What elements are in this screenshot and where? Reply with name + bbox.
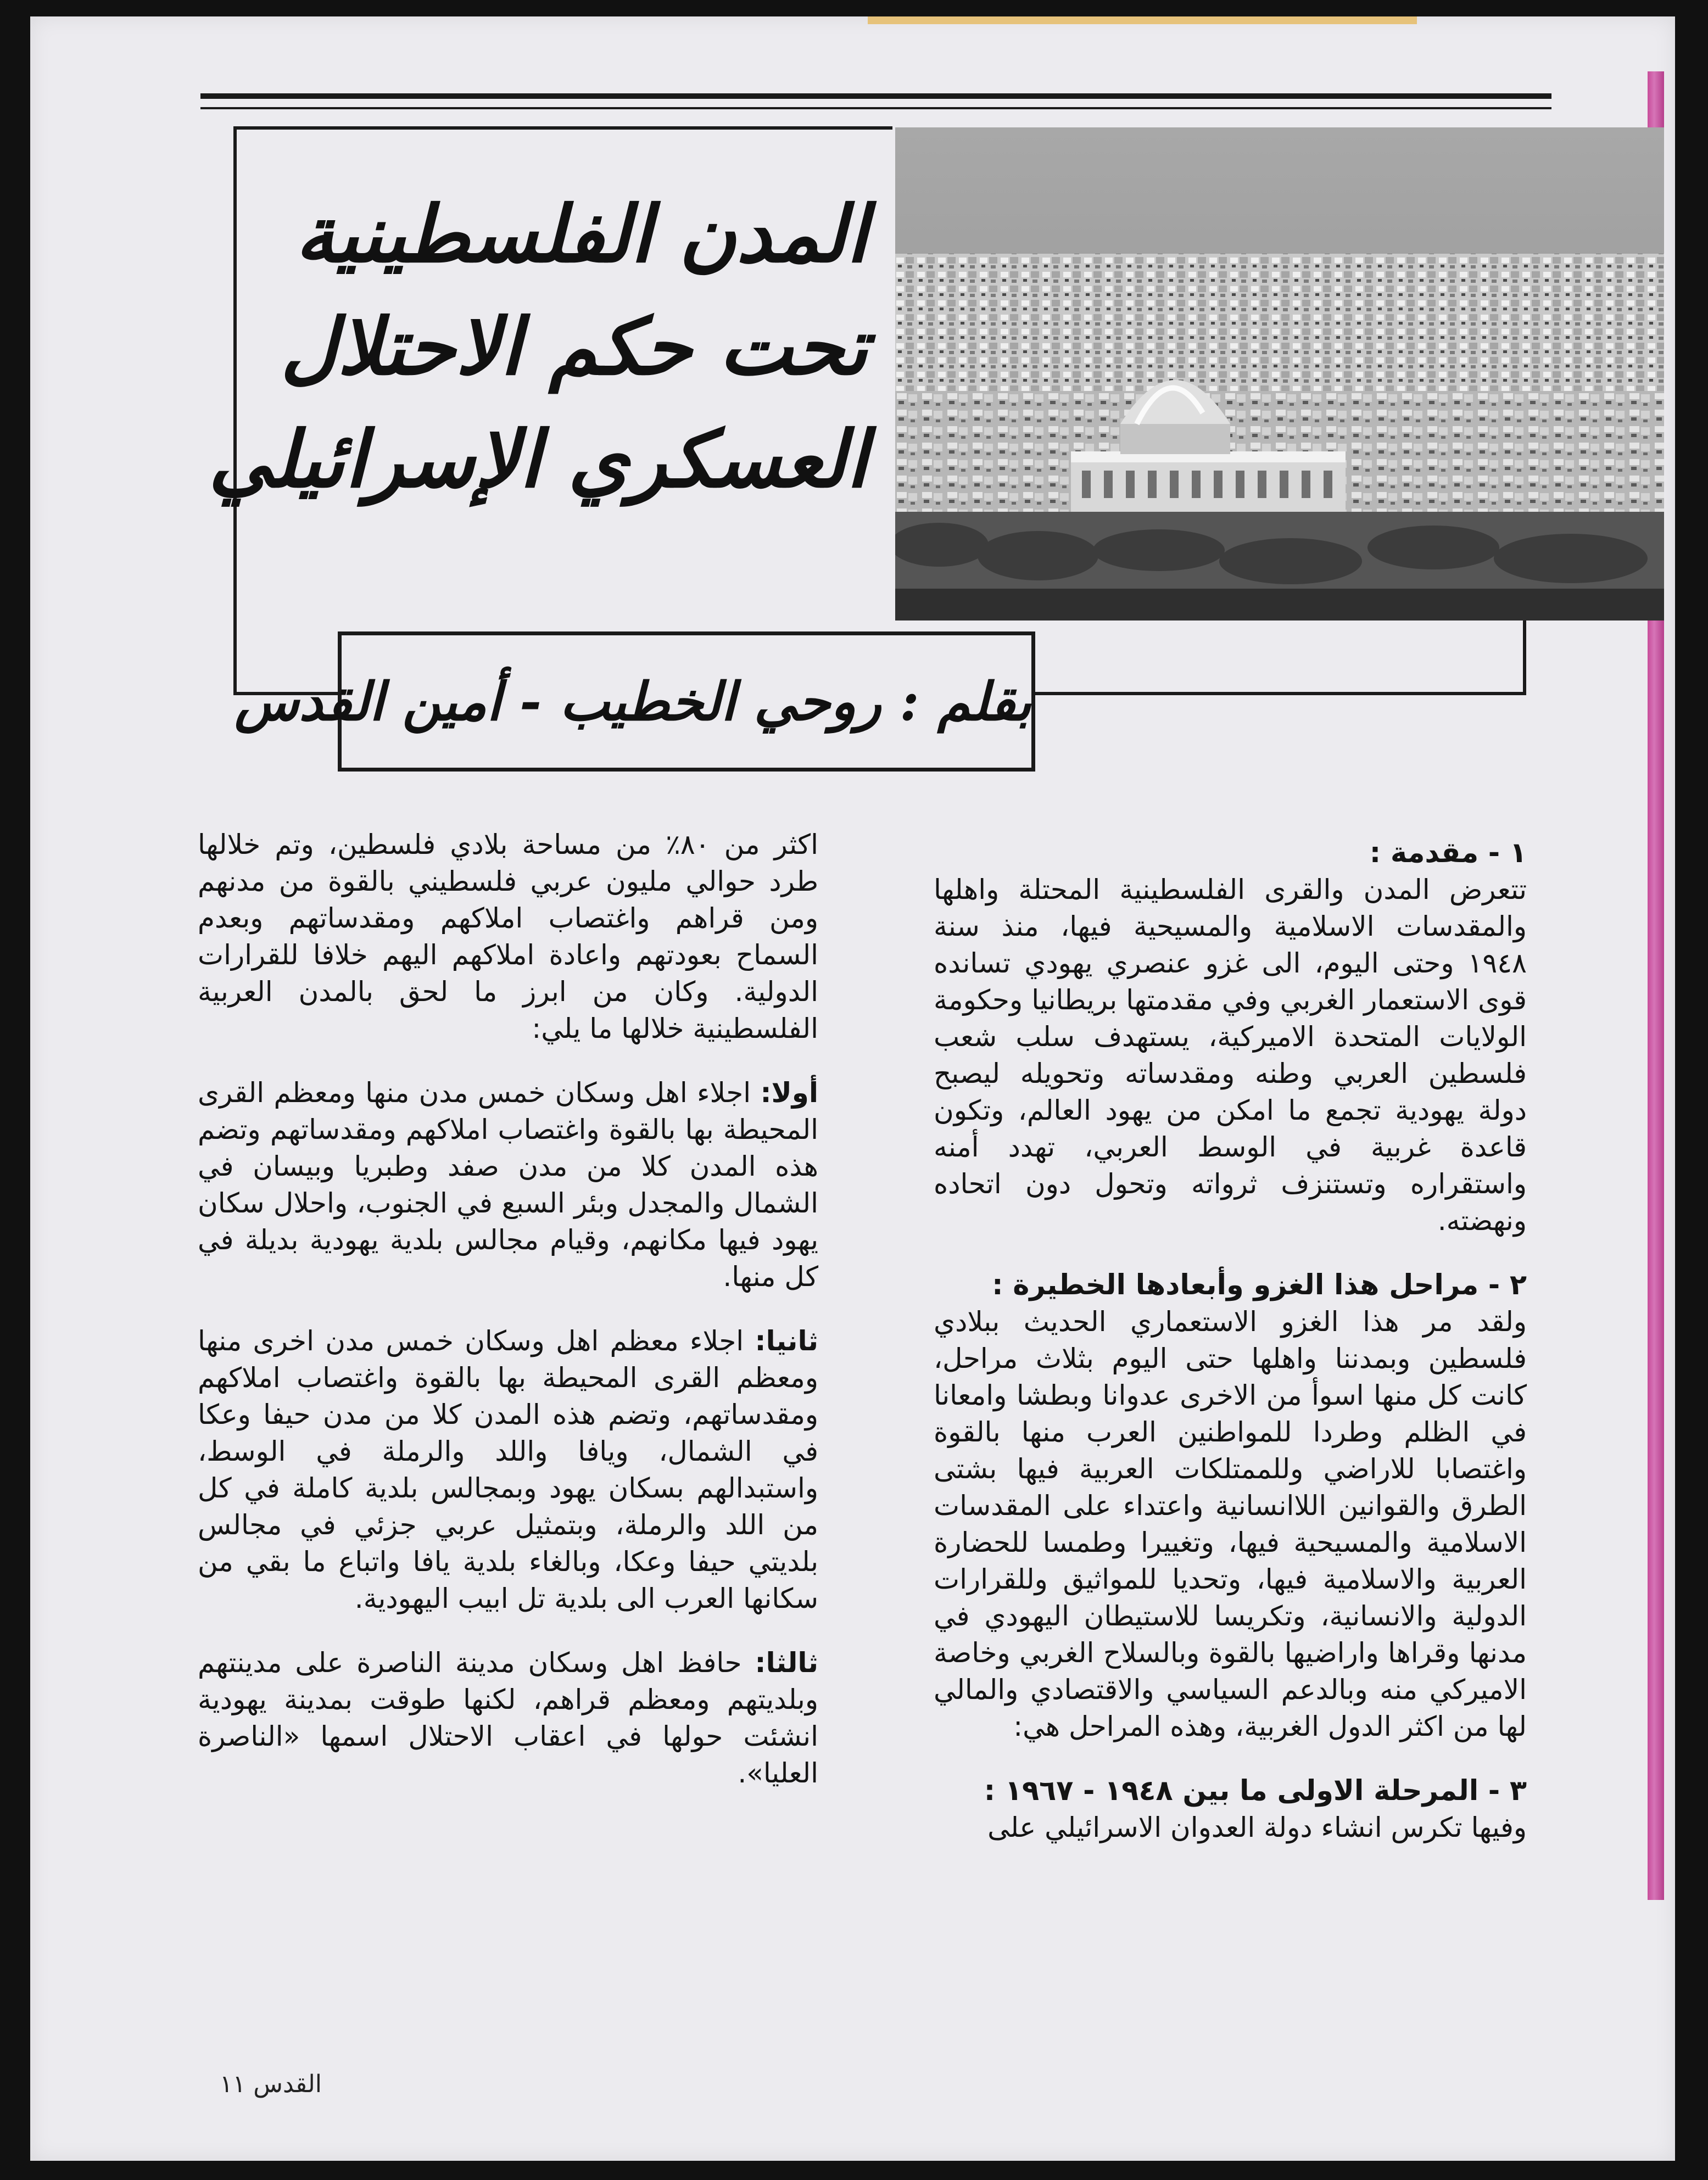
article-column-left bbox=[198, 826, 818, 1819]
item-text-third: حافظ اهل وسكان مدينة الناصرة على مدينتهم وبلديتهم ومعظم قراهم، لكنها طوقت بمدينة يهودية انشئت حولها في اعقاب الاحتلال اسمها «الناصرة العليا». bbox=[198, 1647, 818, 1789]
city-photo-illustration bbox=[895, 127, 1664, 621]
title-line-3: العسكري الإسرائيلي bbox=[208, 414, 868, 505]
item-label-first: أولا: bbox=[760, 1077, 818, 1109]
item-text-first: اجلاء اهل وسكان خمس مدن منها ومعظم القرى المحيطة بها بالقوة واغتصاب املاكهم ومقدساتهم وتضم هذه المدن كلا من مدن صفد وطبريا وبيسان في الشمال والمجدل وبئر السبع في الجنوب، واحلال سكان يهود فيها مكانهم، وقيام مجالس بلدية يهودية بديلة في كل منها. bbox=[198, 1077, 818, 1293]
article-column-right bbox=[934, 835, 1527, 1874]
page-folio: القدس ١١ bbox=[220, 2070, 322, 2098]
item-text-second: اجلاء معظم اهل وسكان خمس مدن اخرى منها ومعظم القرى المحيطة بها بالقوة واغتصاب املاكهم ومقدساتهم، وتضم هذه المدن كلا من مدن حيفا وعكا في الشمال، ويافا واللد والرملة في الوسط، واستبدالهم بسكان يهود وبمجالس بلدية كاملة في كل من اللد والرملة، وبتمثيل عربي جزئي في مجالس بلديتي حيفا وعكا، وبالغاء بلدية يافا واتباع ما بقي من سكانها العرب الى بلدية تل ابيب اليهودية. bbox=[198, 1325, 818, 1614]
header-rule-thick bbox=[200, 93, 1551, 99]
item-label-third: ثالثا: bbox=[755, 1647, 818, 1679]
section-1-heading: ١ - مقدمة : bbox=[1369, 837, 1527, 869]
title-line-2: تحت حكم الاحتلال bbox=[280, 301, 868, 393]
title-line-1: المدن الفلسطينية bbox=[295, 189, 868, 280]
list-item-first bbox=[198, 1075, 818, 1295]
section-3-body: وفيها تكرس انشاء دولة العدوان الاسرائيلي على bbox=[987, 1812, 1527, 1843]
author-byline: بقلم : روحي الخطيب - أمين القدس bbox=[235, 670, 1031, 733]
section-2-heading: ٢ - مراحل هذا الغزو وأبعادها الخطيرة : bbox=[992, 1269, 1527, 1301]
article-title bbox=[208, 178, 868, 516]
paper-edge-tab bbox=[868, 16, 1417, 24]
section-1-body: تتعرض المدن والقرى الفلسطينية المحتلة واهلها والمقدسات الاسلامية والمسيحية فيها، منذ سنة ١٩٤٨ وحتى اليوم، الى غزو عنصري يهودي تسانده قوى الاستعمار الغربي وفي مقدمتها بريطانيا وحكومة الولايات المتحدة الاميركية، يستهدف سلب شعب فلسطين العربي وطنه ومقدساته وتحويله ليصبح دولة يهودية تجمع ما امكن من يهود العالم، وتكون قاعدة غربية في الوسط العربي، تهدد أمنه واستقراره وتستنزف ثرواته وتحول دون اتحاده ونهضته. bbox=[934, 874, 1527, 1237]
header-rule-thin bbox=[200, 107, 1551, 109]
list-item-second bbox=[198, 1323, 818, 1617]
list-item-third bbox=[198, 1645, 818, 1792]
item-label-second: ثانيا: bbox=[755, 1325, 818, 1357]
left-column-intro: اكثر من ٨٠٪ من مساحة بلادي فلسطين، وتم خلالها طرد حوالي مليون عربي فلسطيني بالقوة من مدنهم ومن قراهم واغتصاب املاكهم ومقدساتهم وبعدم السماح بعودتهم واعادة املاكهم اليهم خلافا للقرارات الدولية. وكان من ابرز ما لحق بالمدن العربية الفلسطينية خلالها ما يلي: bbox=[198, 829, 818, 1044]
section-2-body: ولقد مر هذا الغزو الاستعماري الحديث ببلادي فلسطين وبمدننا واهلها حتى اليوم بثلاث مراحل، كانت كل منها اسوأ من الاخرى عدوانا وبطشا وامعانا في الظلم وطردا للمواطنين العرب منها بالقوة واغتصابا للاراضي وللممتلكات العربية فيها بشتى الطرق والقوانين اللاانسانية واعتداء على المقدسات الاسلامية والمسيحية فيها، وتغييرا وطمسا للحضارة العربية والاسلامية فيها، وتحديا للمواثيق وللقرارات الدولية والانسانية، وتكريسا للاستيطان اليهودي في مدنها وقراها واراضيها بالقوة وبالسلاح الغربي وخاصة الاميركي منه وبالدعم السياسي والاقتصادي والمالي لها من اكثر الدول الغربية، وهذه المراحل هي: bbox=[934, 1306, 1527, 1742]
jerusalem-dome-of-the-rock-photo bbox=[895, 127, 1664, 621]
section-3-heading: ٣ - المرحلة الاولى ما بين ١٩٤٨ - ١٩٦٧ : bbox=[984, 1775, 1527, 1807]
byline-box bbox=[235, 631, 1035, 772]
title-frame-top bbox=[233, 126, 892, 130]
